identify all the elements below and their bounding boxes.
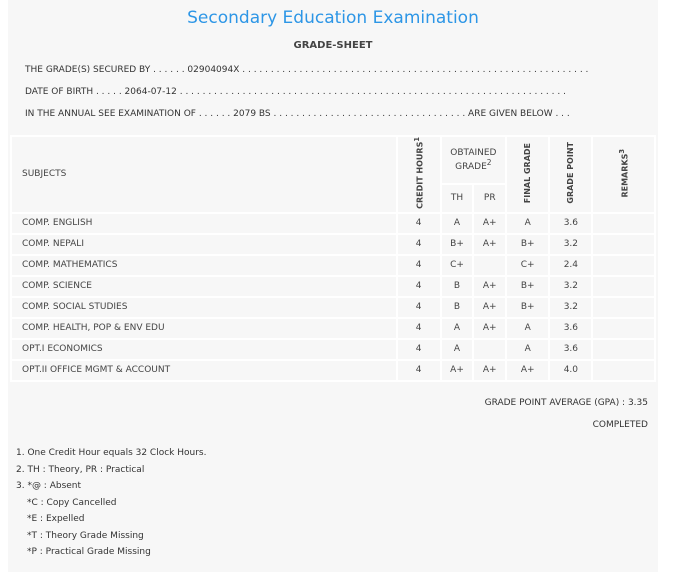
note: *T : Theory Grade Missing xyxy=(27,530,144,541)
secured-by-line: THE GRADE(S) SECURED BY . . . . . . 02904094X . . . . . . . . . . . . . . . . . . . . . . . . . . . . . . . . . . . . . . . . . . . . . . . . . . . . . . . . . . . . . xyxy=(25,65,589,75)
note: 3. *@ : Absent xyxy=(16,481,82,491)
grades-table xyxy=(10,135,656,382)
cell-th: A xyxy=(441,213,474,234)
table-row xyxy=(11,339,655,360)
cell-ch: 4 xyxy=(397,318,441,339)
cell-pr xyxy=(473,255,506,276)
cell-th: B xyxy=(441,297,474,318)
header-obtained: OBTAINED GRADE$^2$ xyxy=(441,136,506,184)
cell-subject: COMP. NEPALI xyxy=(11,234,397,255)
cell-pr: A+ xyxy=(473,213,506,234)
cell-subject: COMP. SCIENCE xyxy=(11,276,397,297)
note: *E : Expelled xyxy=(27,514,85,524)
cell-gp: 4.0 xyxy=(549,360,592,381)
cell-pr: A+ xyxy=(473,318,506,339)
cell-remarks xyxy=(592,318,655,339)
cell-pr: A+ xyxy=(473,360,506,381)
table-row xyxy=(11,360,655,381)
status-text: COMPLETED xyxy=(592,420,648,430)
cell-remarks xyxy=(592,234,655,255)
cell-final: A xyxy=(506,318,549,339)
cell-final: C+ xyxy=(506,255,549,276)
notes xyxy=(16,445,206,561)
cell-subject: COMP. HEALTH, POP & ENV EDU xyxy=(11,318,397,339)
cell-gp: 2.4 xyxy=(549,255,592,276)
cell-final: B+ xyxy=(506,276,549,297)
cell-gp: 3.6 xyxy=(549,339,592,360)
cell-ch: 4 xyxy=(397,339,441,360)
note: *C : Copy Cancelled xyxy=(27,497,117,508)
cell-pr: A+ xyxy=(473,234,506,255)
table-row xyxy=(11,234,655,255)
cell-gp: 3.2 xyxy=(549,276,592,297)
cell-ch: 4 xyxy=(397,297,441,318)
cell-gp: 3.2 xyxy=(549,297,592,318)
cell-final: A xyxy=(506,213,549,234)
cell-pr: A+ xyxy=(473,276,506,297)
page-title: Secondary Education Examination xyxy=(187,8,479,28)
cell-th: B xyxy=(441,276,474,297)
cell-gp: 3.6 xyxy=(549,318,592,339)
header-gp: GRADE POINT xyxy=(549,136,592,213)
cell-ch: 4 xyxy=(397,360,441,381)
cell-final: A+ xyxy=(506,360,549,381)
note: 2. TH : Theory, PR : Practical xyxy=(16,464,145,475)
cell-ch: 4 xyxy=(397,213,441,234)
table-row xyxy=(11,255,655,276)
cell-subject: COMP. SOCIAL STUDIES xyxy=(11,297,397,318)
header-th: TH xyxy=(441,184,474,213)
exam-line: IN THE ANNUAL SEE EXAMINATION OF . . . . . . 2079 BS . . . . . . . . . . . . . . . . . . . . . . . . . . . . . . . . . . ARE GIVEN BELOW . . . xyxy=(25,109,570,119)
cell-th: B+ xyxy=(441,234,474,255)
cell-remarks xyxy=(592,297,655,318)
grade-sheet xyxy=(8,0,658,572)
table-row xyxy=(11,318,655,339)
cell-pr xyxy=(473,339,506,360)
note: 1. One Credit Hour equals 32 Clock Hours. xyxy=(16,448,207,458)
subtitle: GRADE-SHEET xyxy=(293,40,373,51)
cell-subject: OPT.I ECONOMICS xyxy=(11,339,397,360)
cell-ch: 4 xyxy=(397,234,441,255)
cell-final: B+ xyxy=(506,297,549,318)
dob-line: DATE OF BIRTH . . . . . 2064-07-12 . . . . . . . . . . . . . . . . . . . . . . . . . . . . . . . . . . . . . . . . . . . . . . . . . . . . . . . . . . . . . . . . . . . . xyxy=(25,87,566,97)
cell-remarks xyxy=(592,339,655,360)
header-remarks: REMARKS$^3$ xyxy=(592,136,655,213)
header-pr: PR xyxy=(473,184,506,213)
header-subjects: SUBJECTS xyxy=(11,136,397,213)
cell-pr: A+ xyxy=(473,297,506,318)
gpa-text: GRADE POINT AVERAGE (GPA) : 3.35 xyxy=(484,398,648,408)
cell-remarks xyxy=(592,213,655,234)
table-row xyxy=(11,276,655,297)
cell-final: A xyxy=(506,339,549,360)
cell-gp: 3.6 xyxy=(549,213,592,234)
note: *P : Practical Grade Missing xyxy=(27,547,151,557)
cell-subject: COMP. MATHEMATICS xyxy=(11,255,397,276)
cell-remarks xyxy=(592,276,655,297)
cell-ch: 4 xyxy=(397,255,441,276)
cell-subject: OPT.II OFFICE MGMT & ACCOUNT xyxy=(11,360,397,381)
cell-th: A xyxy=(441,339,474,360)
cell-th: C+ xyxy=(441,255,474,276)
cell-remarks xyxy=(592,360,655,381)
cell-gp: 3.2 xyxy=(549,234,592,255)
header-final: FINAL GRADE xyxy=(506,136,549,213)
cell-subject: COMP. ENGLISH xyxy=(11,213,397,234)
cell-th: A xyxy=(441,318,474,339)
table-row xyxy=(11,213,655,234)
header-credit: CREDIT HOURS$^1$ xyxy=(397,136,441,213)
cell-th: A+ xyxy=(441,360,474,381)
cell-remarks xyxy=(592,255,655,276)
table-row xyxy=(11,297,655,318)
cell-final: B+ xyxy=(506,234,549,255)
cell-ch: 4 xyxy=(397,276,441,297)
